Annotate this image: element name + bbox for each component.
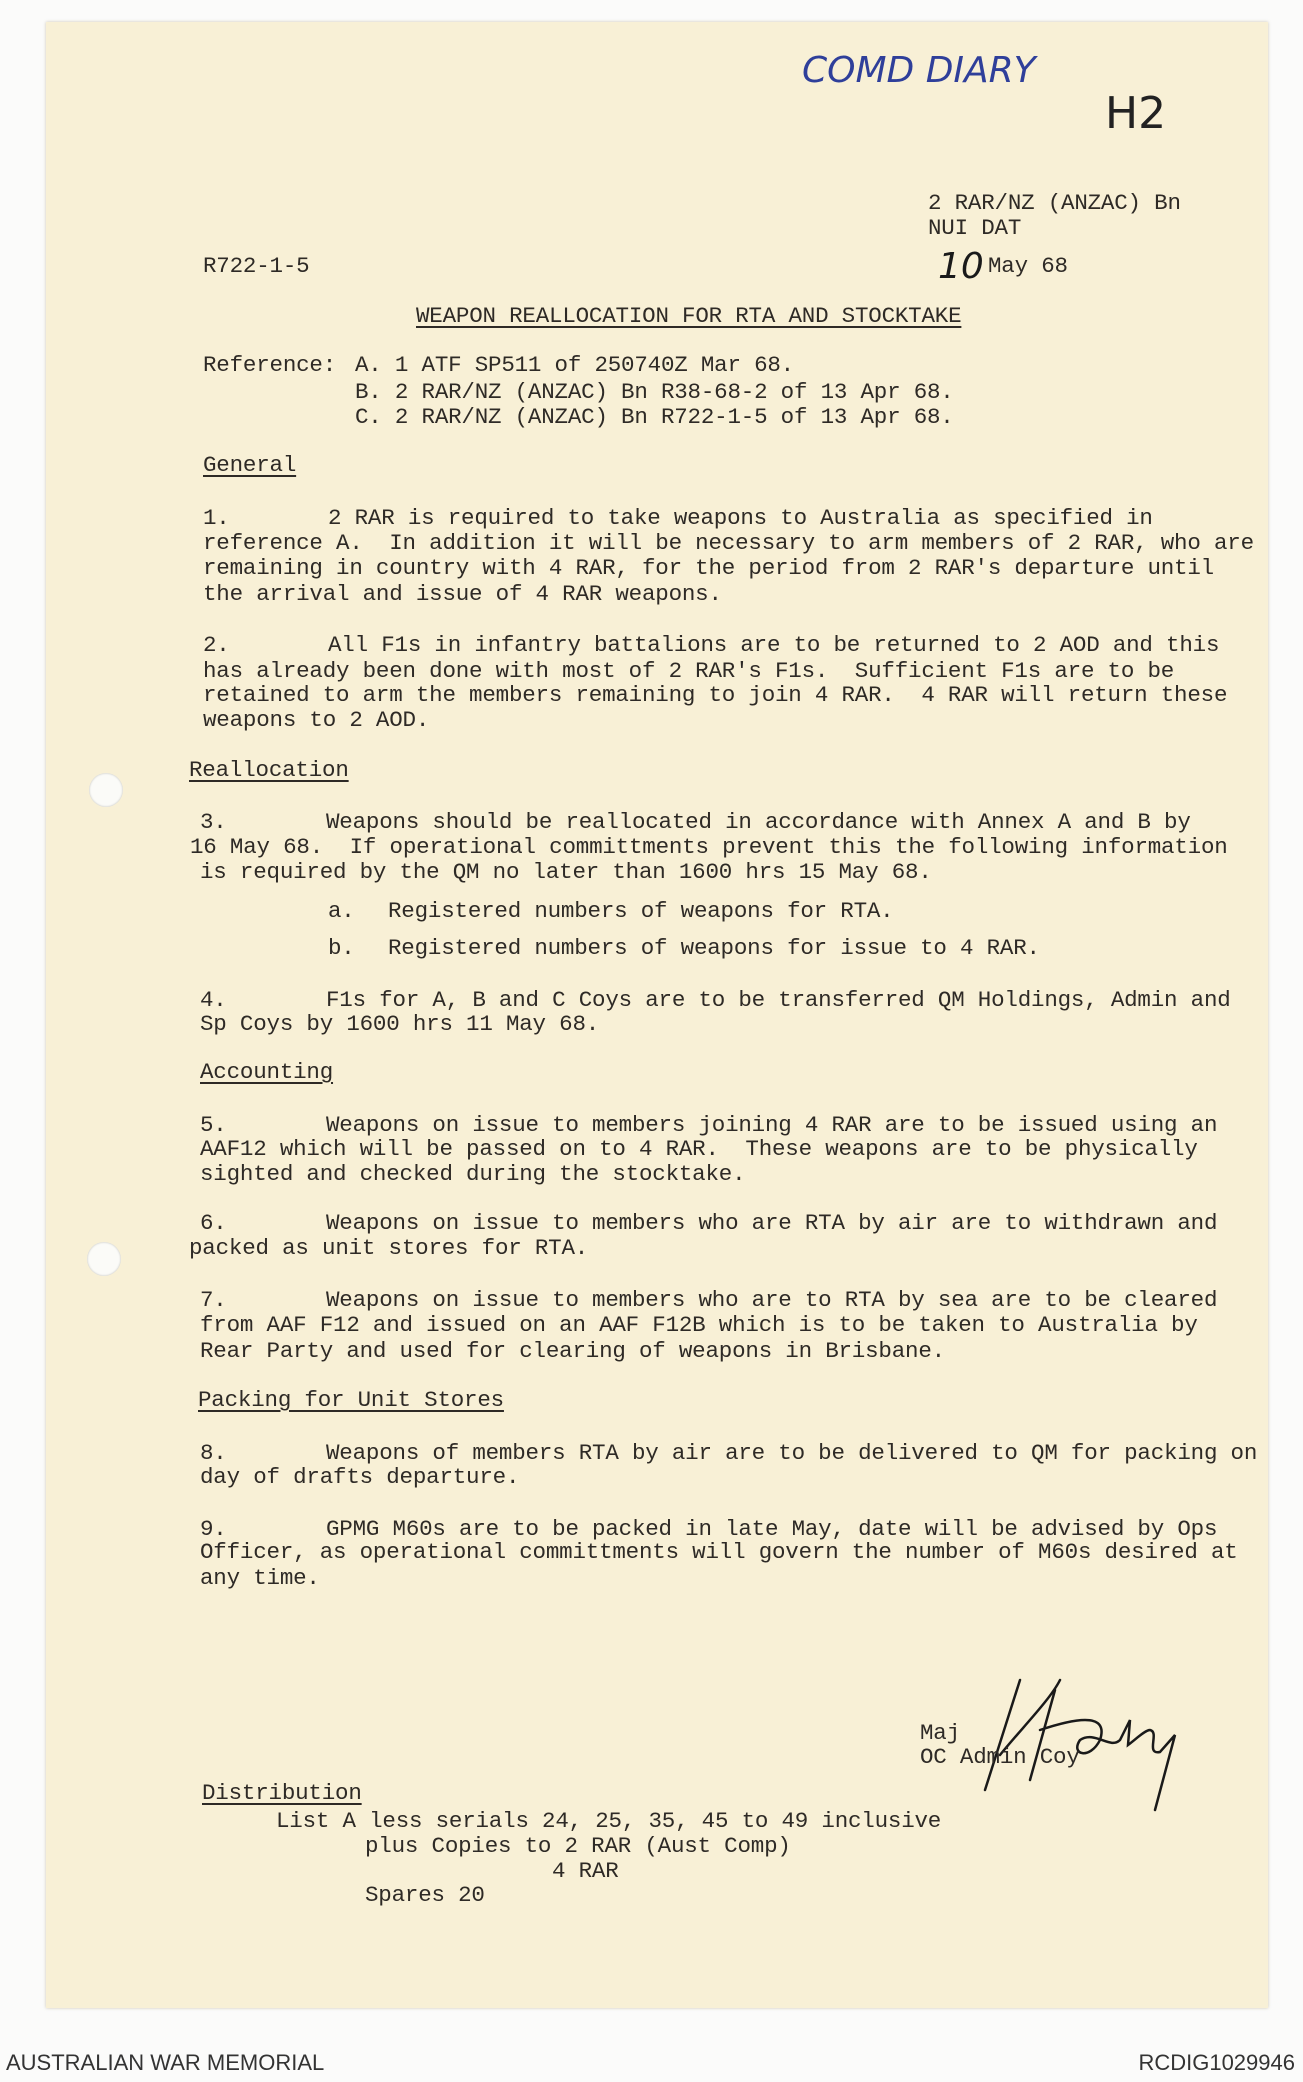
para-number: 7.: [200, 1287, 227, 1313]
handwritten-page-ref: H2: [1105, 88, 1167, 139]
para-line: Weapons should be reallocated in accordance with Annex A and B by: [326, 809, 1191, 835]
section-heading-reallocation: Reallocation: [189, 757, 349, 783]
distribution-line: List A less serials 24, 25, 35, 45 to 49 inclusive: [276, 1808, 942, 1834]
para-line: Officer, as operational committments will govern the number of M60s desired at: [200, 1539, 1238, 1565]
file-reference: R722-1-5: [203, 253, 310, 279]
para-line: any time.: [200, 1565, 320, 1591]
para-line: reference A. In addition it will be necessary to arm members of 2 RAR, who are: [203, 530, 1254, 556]
punch-hole: [87, 1242, 121, 1276]
subitem-label: b.: [328, 935, 355, 961]
para-line: GPMG M60s are to be packed in late May, date will be advised by Ops: [326, 1516, 1218, 1542]
para-line: day of drafts departure.: [200, 1464, 520, 1490]
para-line: remaining in country with 4 RAR, for the period from 2 RAR's departure until: [203, 555, 1214, 581]
footer-institution: AUSTRALIAN WAR MEMORIAL: [6, 2050, 325, 2075]
punch-hole: [89, 773, 123, 807]
date: May 68: [988, 253, 1068, 279]
handwritten-comd-diary: COMD DIARY: [802, 50, 1036, 91]
subitem-label: a.: [328, 898, 355, 924]
para-number: 2.: [203, 632, 230, 658]
para-number: 4.: [200, 987, 227, 1013]
para-line: 2 RAR is required to take weapons to Australia as specified in: [328, 505, 1153, 531]
para-line: weapons to 2 AOD.: [203, 707, 430, 733]
para-line: All F1s in infantry battalions are to be returned to 2 AOD and this: [328, 632, 1220, 658]
para-line: Weapons on issue to members joining 4 RAR are to be issued using an: [326, 1112, 1218, 1138]
distribution-line: Spares 20: [365, 1882, 485, 1908]
location: NUI DAT: [928, 215, 1022, 241]
para-number: 9.: [200, 1516, 227, 1542]
section-heading-packing: Packing for Unit Stores: [198, 1387, 504, 1413]
signature: [960, 1660, 1190, 1820]
para-number: 3.: [200, 809, 227, 835]
distribution-line: 4 RAR: [552, 1858, 619, 1884]
footer-catalogue-id: RCDIG1029946: [1138, 2050, 1295, 2075]
reference-item: C. 2 RAR/NZ (ANZAC) Bn R722-1-5 of 13 Apr 68.: [355, 404, 954, 430]
para-line: Weapons on issue to members who are RTA by air are to withdrawn and: [326, 1210, 1218, 1236]
para-line: Rear Party and used for clearing of weapons in Brisbane.: [200, 1338, 945, 1364]
section-heading-general: General: [203, 452, 297, 478]
reference-label: Reference:: [203, 352, 337, 378]
unit-name: 2 RAR/NZ (ANZAC) Bn: [928, 190, 1181, 216]
para-line: AAF12 which will be passed on to 4 RAR. These weapons are to be physically: [200, 1136, 1198, 1162]
para-line: Weapons of members RTA by air are to be delivered to QM for packing on: [326, 1440, 1258, 1466]
para-line: 16 May 68. If operational committments prevent this the following information: [190, 834, 1228, 860]
para-number: 6.: [200, 1210, 227, 1236]
signatory-appointment: OC Admin Coy: [920, 1744, 1080, 1770]
section-heading-distribution: Distribution: [202, 1780, 362, 1806]
section-heading-accounting: Accounting: [200, 1059, 334, 1085]
distribution-line: plus Copies to 2 RAR (Aust Comp): [365, 1833, 791, 1859]
para-line: Weapons on issue to members who are to RTA by sea are to be cleared: [326, 1287, 1218, 1313]
para-number: 5.: [200, 1112, 227, 1138]
para-line: is required by the QM no later than 1600 hrs 15 May 68.: [200, 859, 932, 885]
signatory-rank: Maj: [920, 1720, 960, 1746]
para-number: 8.: [200, 1440, 227, 1466]
reference-item: A. 1 ATF SP511 of 250740Z Mar 68.: [355, 352, 794, 378]
para-line: has already been done with most of 2 RAR's F1s. Sufficient F1s are to be: [203, 658, 1175, 684]
para-line: packed as unit stores for RTA.: [189, 1235, 589, 1261]
subitem-text: Registered numbers of weapons for issue to 4 RAR.: [388, 935, 1040, 961]
para-line: Sp Coys by 1600 hrs 11 May 68.: [200, 1011, 600, 1037]
subitem-text: Registered numbers of weapons for RTA.: [388, 898, 894, 924]
para-line: F1s for A, B and C Coys are to be transferred QM Holdings, Admin and: [326, 987, 1231, 1013]
reference-item: B. 2 RAR/NZ (ANZAC) Bn R38-68-2 of 13 Apr 68.: [355, 379, 954, 405]
document-title: WEAPON REALLOCATION FOR RTA AND STOCKTAKE: [416, 303, 962, 329]
para-line: sighted and checked during the stocktake.: [200, 1161, 746, 1187]
para-number: 1.: [203, 505, 230, 531]
para-line: retained to arm the members remaining to join 4 RAR. 4 RAR will return these: [203, 682, 1228, 708]
para-line: from AAF F12 and issued on an AAF F12B which is to be taken to Australia by: [200, 1312, 1198, 1338]
handwritten-date-day: 10: [938, 246, 984, 287]
para-line: the arrival and issue of 4 RAR weapons.: [203, 581, 722, 607]
